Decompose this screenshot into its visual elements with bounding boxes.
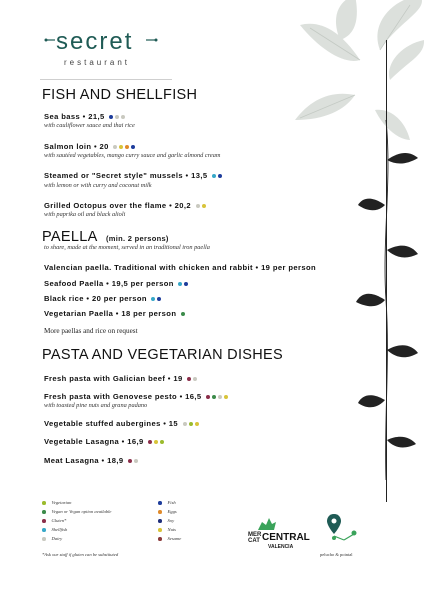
menu-item: Meat Lasagna • 18,9 (44, 456, 138, 465)
allergen-dot-shell (212, 174, 216, 178)
menu-item: Vegetarian Paella • 18 per person (44, 309, 185, 318)
paella-footer-note: More paellas and rice on request (44, 327, 138, 335)
menu-item-desc: with sautéed vegetables, mango curry sauce and garlic almond cream (44, 152, 221, 159)
allergen-dots (149, 294, 161, 303)
allergen-dots (111, 142, 135, 151)
menu-item-desc: with cauliflower sauce and thai rice (44, 122, 135, 129)
menu-item-desc: with toasted pine nuts and grana padano (44, 402, 148, 409)
allergen-dots (107, 112, 125, 121)
allergen-dot-dairy (134, 459, 138, 463)
vine-illustration (356, 120, 424, 490)
section-title-fish: FISH AND SHELLFISH (42, 87, 198, 103)
allergen-dot-nuts (202, 204, 206, 208)
allergen-dots (185, 374, 197, 383)
legend-dot-gluten (42, 519, 46, 523)
mercat-central-logo: MER CAT CENTRAL VALENCIA (248, 520, 304, 558)
rooster-icon (256, 516, 278, 532)
vertical-rule (386, 40, 387, 502)
legend-dot-dairy (42, 537, 46, 541)
menu-item: Sea bass • 21,5 (44, 112, 125, 121)
allergen-dot-dairy (113, 145, 117, 149)
allergen-dots (176, 279, 188, 288)
allergen-dot-gluten (128, 459, 132, 463)
allergen-dots (179, 309, 185, 318)
allergen-dot-vegan (212, 395, 216, 399)
allergen-dot-nuts (224, 395, 228, 399)
legend-dot-soy (158, 519, 162, 523)
allergen-dot-dairy (121, 115, 125, 119)
allergen-dot-eggs (125, 145, 129, 149)
legend-dot-sesame (158, 537, 162, 541)
menu-item: Salmon loin • 20 (44, 142, 135, 151)
allergen-dot-dairy (193, 377, 197, 381)
menu-item: Black rice • 20 per person (44, 294, 161, 303)
allergen-dots (126, 456, 138, 465)
legend-dot-vegan (42, 510, 46, 514)
allergen-dot-dairy (183, 422, 187, 426)
section-subtitle: to share, made at the moment, served in an traditional iron paella (44, 244, 210, 251)
menu-item: Vegetable stuffed aubergines • 15 (44, 419, 199, 428)
allergen-dot-nuts (195, 422, 199, 426)
allergen-dot-veg (189, 422, 193, 426)
pp-logo: pelucho & pointal (320, 512, 378, 562)
section-title-paella: PAELLA (min. 2 persons) (42, 229, 169, 245)
allergen-dot-dairy (218, 395, 222, 399)
brand-tagline: restaurant (64, 58, 131, 67)
legend-dot-eggs (158, 510, 162, 514)
allergen-dot-nuts (119, 145, 123, 149)
gluten-footnote: *Ask our staff if gluten can be substituted (42, 552, 119, 557)
menu-item: Grilled Octopus over the flame • 20,2 (44, 201, 206, 210)
menu-item: Valencian paella. Traditional with chicken and rabbit • 19 per person (44, 263, 317, 272)
allergen-dot-veg (160, 440, 164, 444)
allergen-dot-shell (178, 282, 182, 286)
legend-dot-shell (42, 528, 46, 532)
allergen-legend-left: Vegetarian Vegan or Vegan option available Gluten* Shellfish Dairy (42, 500, 111, 545)
legend-dot-nuts (158, 528, 162, 532)
menu-item: Fresh pasta with Galician beef • 19 (44, 374, 197, 383)
menu-item-desc: with paprika oil and black alioli (44, 211, 126, 218)
brand-logo (42, 28, 162, 68)
header-divider (40, 79, 172, 80)
location-pins-icon (326, 512, 366, 546)
menu-item-desc: with lemon or with curry and coconut milk (44, 182, 152, 189)
menu-item: Steamed or "Secret style" mussels • 13,5 (44, 171, 222, 180)
menu-item: Seafood Paella • 19,5 per person (44, 279, 188, 288)
menu-item: Vegetable Lasagna • 16,9 (44, 437, 164, 446)
allergen-dot-fish (109, 115, 113, 119)
legend-dot-veg (42, 501, 46, 505)
legend-dot-fish (158, 501, 162, 505)
allergen-dot-gluten (206, 395, 210, 399)
brand-name: secret (56, 28, 134, 55)
allergen-dots (210, 171, 222, 180)
allergen-dots (146, 437, 164, 446)
allergen-legend-right: Fish Eggs Soy Nuts Sesame (158, 500, 181, 545)
allergen-dot-gluten (187, 377, 191, 381)
section-title-pasta: PASTA AND VEGETARIAN DISHES (42, 347, 283, 363)
allergen-dots (204, 392, 228, 401)
allergen-dot-gluten (148, 440, 152, 444)
allergen-dots (194, 201, 206, 210)
allergen-dot-vegan (181, 312, 185, 316)
allergen-dot-dairy (196, 204, 200, 208)
allergen-dot-fish (184, 282, 188, 286)
allergen-dot-dairy (115, 115, 119, 119)
allergen-dot-nuts (154, 440, 158, 444)
menu-item: Fresh pasta with Genovese pesto • 16,5 (44, 392, 228, 401)
allergen-dot-fish (131, 145, 135, 149)
allergen-dots (181, 419, 199, 428)
allergen-dot-shell (151, 297, 155, 301)
allergen-dot-fish (157, 297, 161, 301)
allergen-dot-fish (218, 174, 222, 178)
